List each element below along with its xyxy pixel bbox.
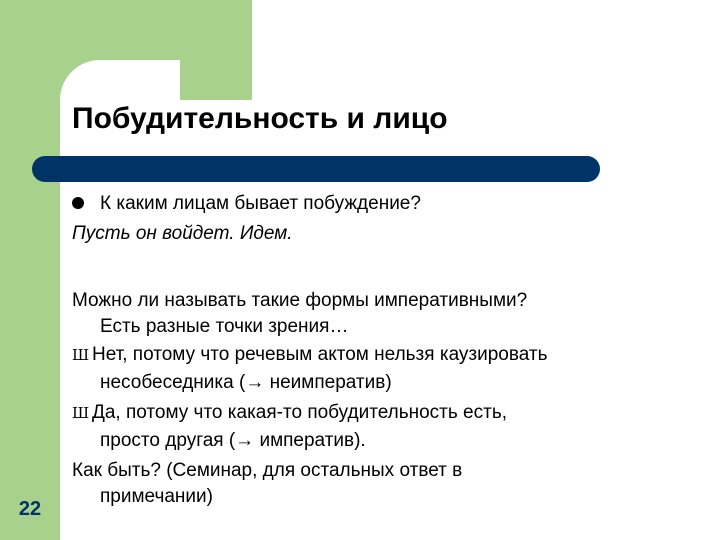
yes-line2: просто другая (→ императив). [100,430,366,451]
points-of-view-line: Есть разные точки зрения… [100,316,349,337]
yes-line1-text: Да, потому что какая-то побудительность есть, [92,402,508,423]
sub-item-no [72,342,548,368]
bullet-dot-icon [72,197,84,209]
slide-title: Побудительность и лицо [72,102,448,135]
examples-line: Пусть он войдет. Идем. [72,223,293,244]
how-line2: примечании) [100,486,213,507]
bullet-question-text: К каким лицам бывает побуждение? [100,193,421,214]
how-line1: Как быть? (Семинар, для остальных ответ в [72,460,463,481]
question2-line: Можно ли называть такие формы императивными? [72,290,528,311]
decorative-green-strip [0,0,60,540]
no-line1-text: Нет, потому что речевым актом нельзя каузировать [92,344,548,365]
no-line2: несобеседника (→ неимператив) [100,372,392,393]
title-underline-bar [32,156,600,182]
bullet-item-question [72,191,421,217]
sub-bullet-icon: Ш [72,346,90,364]
sub-bullet-icon: Ш [72,404,90,422]
slide-number: 22 [18,498,42,520]
sub-item-yes [72,400,507,426]
